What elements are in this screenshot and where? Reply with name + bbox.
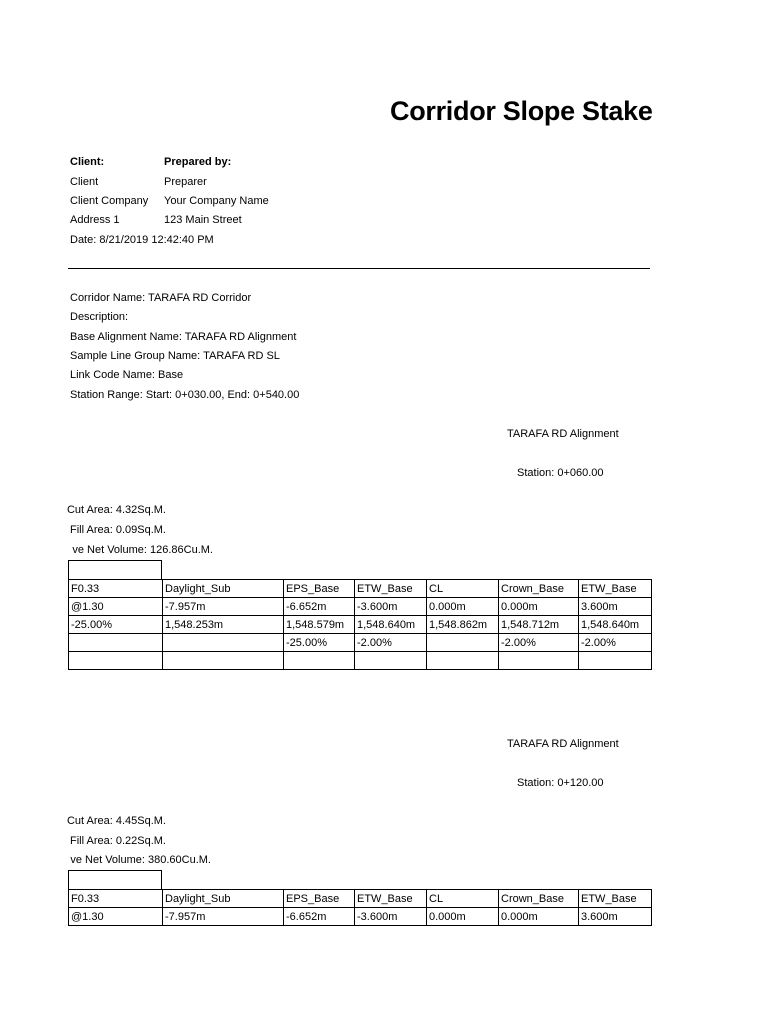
base-alignment-name: Base Alignment Name: TARAFA RD Alignment <box>70 331 297 343</box>
section-station: Station: 0+060.00 <box>517 467 604 479</box>
table-row <box>69 598 652 616</box>
table-cell: ETW_Base <box>355 890 427 908</box>
table-cell: CL <box>427 890 499 908</box>
table-cell: F0.33 <box>69 580 163 598</box>
table-cell: F0.33 <box>69 890 163 908</box>
header-divider <box>68 268 650 269</box>
section-station: Station: 0+120.00 <box>517 777 604 789</box>
table-cell <box>427 652 499 670</box>
table-row <box>69 616 652 634</box>
station-range: Station Range: Start: 0+030.00, End: 0+540.00 <box>70 389 300 401</box>
table-cell: -2.00% <box>355 634 427 652</box>
table-cell <box>284 652 355 670</box>
slope-stake-table <box>68 889 652 926</box>
net-volume: ve Net Volume: 126.86Cu.M. <box>72 544 213 556</box>
client-address: Address 1 <box>70 214 120 226</box>
table-cell: @1.30 <box>69 598 163 616</box>
table-cell <box>163 634 284 652</box>
table-cell <box>69 652 163 670</box>
client-label: Client: <box>70 156 105 168</box>
table-cell: Daylight_Sub <box>163 890 284 908</box>
table-cell: 0.000m <box>499 908 579 926</box>
preparer-company: Your Company Name <box>164 195 269 207</box>
table-cell: ETW_Base <box>579 580 652 598</box>
net-volume: ve Net Volume: 380.60Cu.M. <box>70 854 211 866</box>
table-header-cell <box>68 870 162 890</box>
table-cell: -7.957m <box>163 908 284 926</box>
table-cell: EPS_Base <box>284 580 355 598</box>
table-cell <box>69 634 163 652</box>
table-cell: 1,548.862m <box>427 616 499 634</box>
table-cell: ETW_Base <box>355 580 427 598</box>
table-cell: ETW_Base <box>579 890 652 908</box>
table-header-cell <box>68 560 162 580</box>
table-cell: 1,548.579m <box>284 616 355 634</box>
table-cell: -2.00% <box>579 634 652 652</box>
table-row <box>69 908 652 926</box>
table-cell: 3.600m <box>579 598 652 616</box>
report-date: Date: 8/21/2019 12:42:40 PM <box>70 234 214 246</box>
table-cell: EPS_Base <box>284 890 355 908</box>
preparer-name: Preparer <box>164 176 207 188</box>
table-cell: 1,548.253m <box>163 616 284 634</box>
table-cell: 1,548.712m <box>499 616 579 634</box>
cut-area: Cut Area: 4.32Sq.M. <box>66 504 166 516</box>
table-cell: 1,548.640m <box>579 616 652 634</box>
report-title: Corridor Slope Stake <box>390 96 653 126</box>
prepared-by-label: Prepared by: <box>164 156 232 168</box>
table-cell: Crown_Base <box>499 890 579 908</box>
table-cell <box>579 652 652 670</box>
table-cell: CL <box>427 580 499 598</box>
table-cell: -7.957m <box>163 598 284 616</box>
description: Description: <box>70 311 129 323</box>
table-cell: 3.600m <box>579 908 652 926</box>
table-row <box>69 890 652 908</box>
section-alignment-name: TARAFA RD Alignment <box>507 738 619 750</box>
table-row <box>69 634 652 652</box>
table-cell: Daylight_Sub <box>163 580 284 598</box>
link-code-name: Link Code Name: Base <box>70 369 184 381</box>
table-cell: -3.600m <box>355 598 427 616</box>
table-cell: -25.00% <box>284 634 355 652</box>
corridor-name: Corridor Name: TARAFA RD Corridor <box>70 292 252 304</box>
table-cell: 0.000m <box>499 598 579 616</box>
table-cell: @1.30 <box>69 908 163 926</box>
section-alignment-name: TARAFA RD Alignment <box>507 428 619 440</box>
table-cell <box>355 652 427 670</box>
sample-line-group-name: Sample Line Group Name: TARAFA RD SL <box>70 350 280 362</box>
table-cell: -6.652m <box>284 598 355 616</box>
table-row <box>69 652 652 670</box>
table-row <box>69 580 652 598</box>
table-cell: Crown_Base <box>499 580 579 598</box>
table-cell: -2.00% <box>499 634 579 652</box>
table-cell: 0.000m <box>427 908 499 926</box>
table-cell: 1,548.640m <box>355 616 427 634</box>
table-cell: -25.00% <box>69 616 163 634</box>
table-cell: 0.000m <box>427 598 499 616</box>
client-company: Client Company <box>70 195 149 207</box>
slope-stake-table <box>68 579 652 670</box>
table-cell <box>499 652 579 670</box>
preparer-address: 123 Main Street <box>164 214 242 226</box>
fill-area: Fill Area: 0.09Sq.M. <box>70 524 166 536</box>
table-cell <box>427 634 499 652</box>
table-cell <box>163 652 284 670</box>
client-name: Client <box>70 176 99 188</box>
fill-area: Fill Area: 0.22Sq.M. <box>70 835 166 847</box>
cut-area: Cut Area: 4.45Sq.M. <box>66 815 166 827</box>
table-cell: -6.652m <box>284 908 355 926</box>
table-cell: -3.600m <box>355 908 427 926</box>
